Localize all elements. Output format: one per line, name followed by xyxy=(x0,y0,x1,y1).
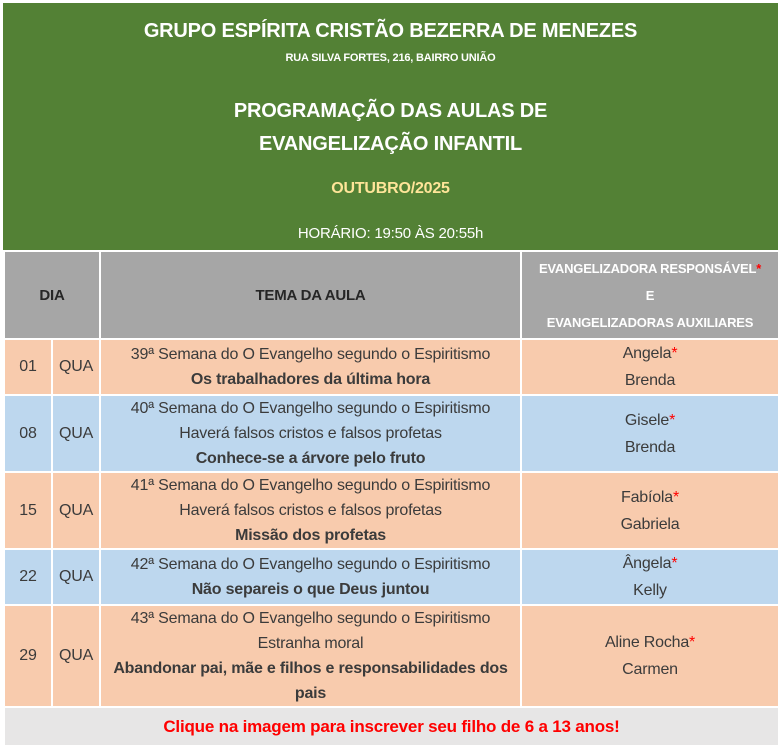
tema-cell xyxy=(100,472,521,549)
day-cell: 01 xyxy=(4,339,52,395)
responsavel-asterisk: * xyxy=(669,411,676,429)
tema-line-highlight: Os trabalhadores da última hora xyxy=(190,371,431,388)
table-row xyxy=(4,395,779,472)
table-header-row xyxy=(4,251,779,339)
tema-line: 39ª Semana do O Evangelho segundo o Espiritismo xyxy=(130,346,491,363)
table-row xyxy=(4,472,779,549)
program-title-line1: PROGRAMAÇÃO DAS AULAS DE xyxy=(233,100,548,122)
responsavel-asterisk: * xyxy=(689,634,696,651)
responsavel-name: Gisele* xyxy=(624,411,676,429)
evangelizadoras-cell xyxy=(521,472,779,549)
schedule-table xyxy=(3,250,780,747)
day-cell: 22 xyxy=(4,549,52,605)
tema-cell xyxy=(100,605,521,707)
tema-line-highlight: Não separeis o que Deus juntou xyxy=(191,581,430,598)
table-row xyxy=(4,605,779,707)
tema-line: 43ª Semana do O Evangelho segundo o Espiritismo xyxy=(130,610,491,627)
responsavel-name: Aline Rocha* xyxy=(604,634,696,651)
evangelizadoras-cell xyxy=(521,339,779,395)
tema-line: 41ª Semana do O Evangelho segundo o Espiritismo xyxy=(130,477,491,494)
evang-header-line3: EVANGELIZADORAS AUXILIARES xyxy=(546,314,754,330)
table-row xyxy=(4,549,779,605)
auxiliar-name: Gabriela xyxy=(620,515,680,533)
column-header-tema: TEMA DA AULA xyxy=(100,251,521,339)
weekday-cell: QUA xyxy=(52,339,100,395)
tema-line: Haverá falsos cristos e falsos profetas xyxy=(179,502,442,519)
evang-header-line2: E xyxy=(645,287,655,303)
tema-line: Estranha moral xyxy=(257,635,364,652)
day-cell: 08 xyxy=(4,395,52,472)
evangelizadoras-cell xyxy=(521,605,779,707)
tema-cell xyxy=(100,549,521,605)
responsavel-name: Angela* xyxy=(622,345,678,362)
tema-line: 42ª Semana do O Evangelho segundo o Espiritismo xyxy=(130,556,491,573)
auxiliar-name: Kelly xyxy=(633,582,667,599)
evang-header-line1: EVANGELIZADORA RESPONSÁVEL* xyxy=(538,260,762,276)
responsavel-asterisk: * xyxy=(671,345,678,362)
weekday-cell: QUA xyxy=(52,605,100,707)
day-cell: 15 xyxy=(4,472,52,549)
program-title-line2: EVANGELIZAÇÃO INFANTIL xyxy=(258,133,522,155)
table-row xyxy=(4,339,779,395)
tema-line-highlight: Conhece-se a árvore pelo fruto xyxy=(195,450,426,467)
tema-line: 40ª Semana do O Evangelho segundo o Espiritismo xyxy=(130,400,491,417)
evangelizadoras-cell xyxy=(521,395,779,472)
responsavel-asterisk: * xyxy=(671,555,678,572)
cta-row xyxy=(4,707,779,746)
weekday-cell: QUA xyxy=(52,395,100,472)
weekday-cell: QUA xyxy=(52,549,100,605)
responsavel-name: Ângela* xyxy=(622,555,678,572)
responsavel-name: Fabíola* xyxy=(621,488,680,506)
tema-cell xyxy=(100,395,521,472)
schedule-time: HORÁRIO: 19:50 ÀS 20:55h xyxy=(297,225,484,242)
auxiliar-name: Brenda xyxy=(624,372,676,389)
tema-line: Haverá falsos cristos e falsos profetas xyxy=(179,425,442,442)
month-label: OUTUBRO/2025 xyxy=(331,180,450,197)
column-header-dia: DIA xyxy=(4,251,100,339)
responsavel-asterisk: * xyxy=(672,488,680,506)
weekday-cell: QUA xyxy=(52,472,100,549)
auxiliar-name: Carmen xyxy=(622,661,678,678)
tema-cell xyxy=(100,339,521,395)
org-name: GRUPO ESPÍRITA CRISTÃO BEZERRA DE MENEZES xyxy=(143,20,638,42)
column-header-evangelizadoras xyxy=(521,251,779,339)
program-title xyxy=(3,95,778,161)
flyer-header xyxy=(3,3,778,250)
tema-line-highlight: Missão dos profetas xyxy=(235,527,386,544)
flyer-content xyxy=(3,3,778,747)
auxiliar-name: Brenda xyxy=(624,438,676,456)
org-address: RUA SILVA FORTES, 216, BAIRRO UNIÃO xyxy=(285,52,496,64)
tema-line-highlight: Abandonar pai, mãe e filhos e responsabilidades dos pais xyxy=(113,660,508,702)
required-asterisk: * xyxy=(756,260,762,276)
evangelizadoras-cell xyxy=(521,549,779,605)
enroll-cta[interactable]: Clique na imagem para inscrever seu filho de 6 a 13 anos! xyxy=(4,707,779,746)
day-cell: 29 xyxy=(4,605,52,707)
